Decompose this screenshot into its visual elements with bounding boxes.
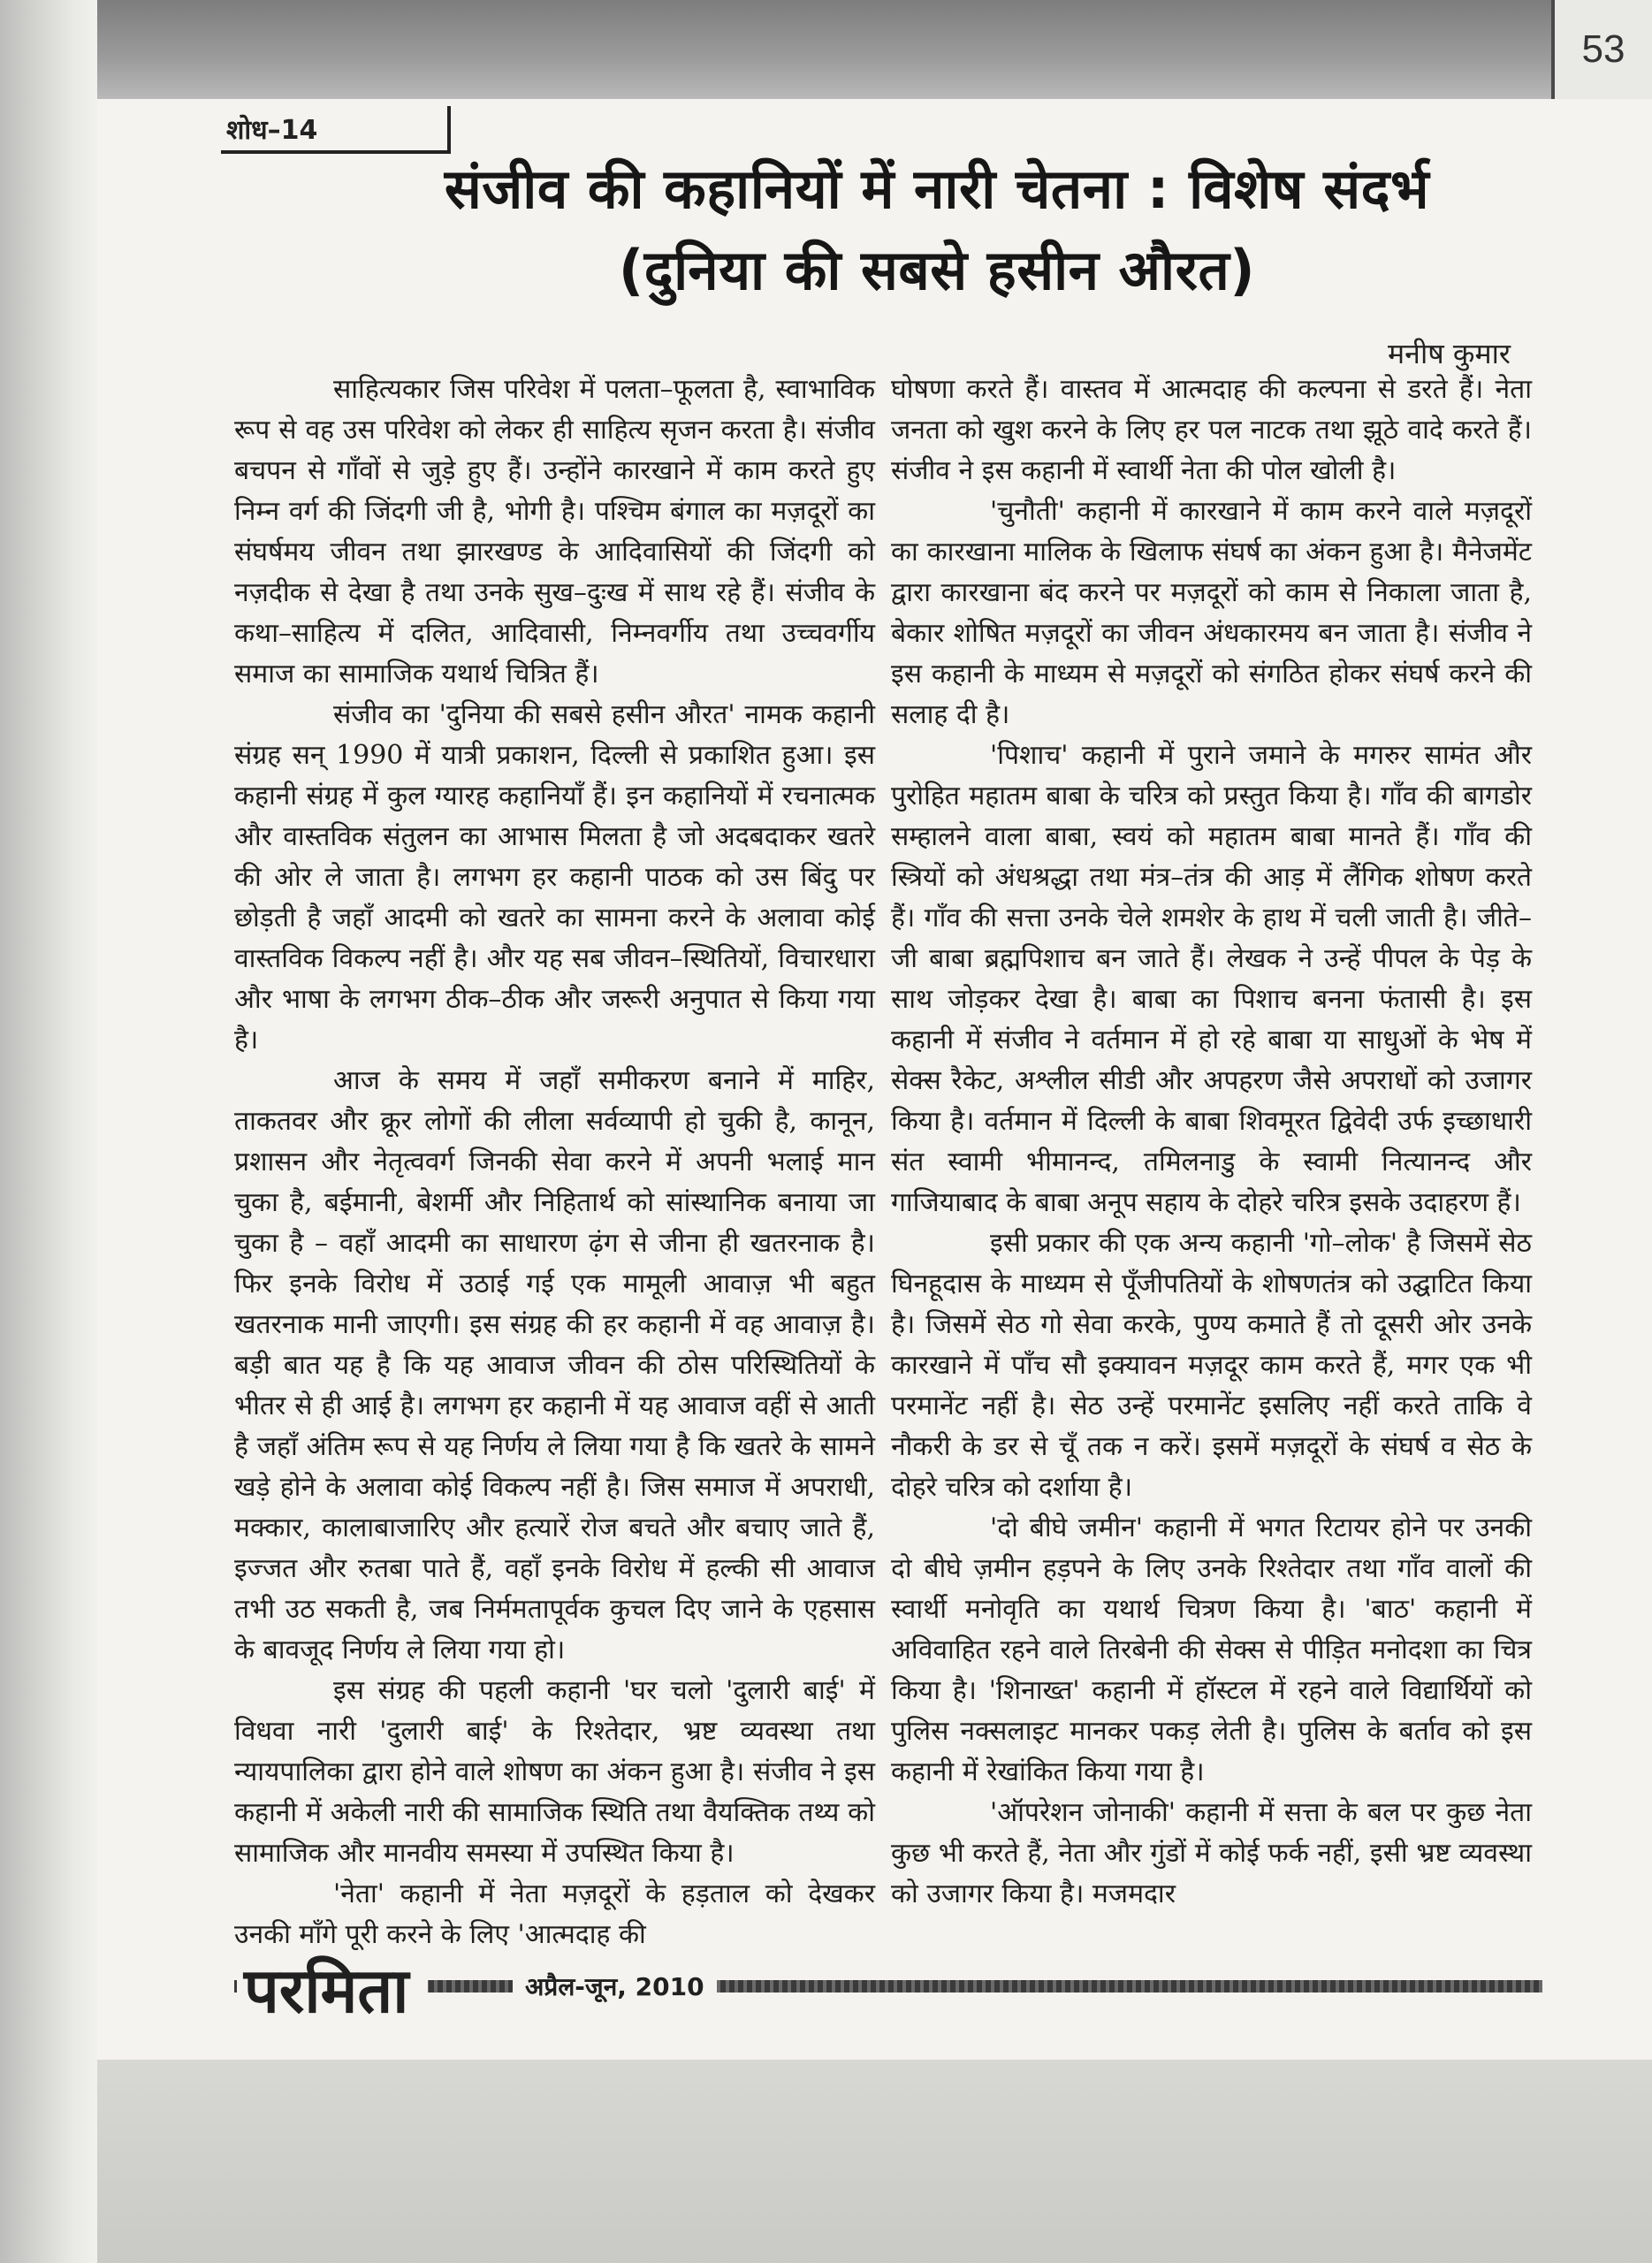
page-number: 53: [1581, 27, 1625, 71]
magazine-page: [97, 0, 1652, 2263]
scan-edge-shadow: [0, 0, 106, 2263]
section-tag: शोध–14: [221, 106, 451, 154]
paragraph: इस संग्रह की पहली कहानी 'घर चलो 'दुलारी बाई' में विधवा नारी 'दुलारी बाई' के रिश्तेदार, भ्रष्ट व्यवस्था तथा न्यायपालिका द्वारा होने वाले शोषण का अंकन हुआ है। संजीव ने इस कहानी में अकेली नारी की सामाजिक स्थिति तथा वैयक्तिक तथ्य को सामाजिक और मानवीय समस्या में उपस्थित किया है।: [234, 1675, 875, 1869]
paragraph: 'नेता' कहानी में नेता मज़दूरों के हड़ताल को देखकर उनकी माँगे पूरी करने के लिए 'आत्मदाह की: [234, 1878, 875, 1950]
paragraph-continued: घोषणा करते हैं। वास्तव में आत्मदाह की कल्पना से डरते हैं। नेता जनता को खुश करने के लिए हर पल नाटक तथा झूठे वादे करते हैं। संजीव ने इस कहानी में स्वार्थी नेता की पोल खोली है।: [891, 374, 1532, 486]
right-column: [891, 370, 1532, 1961]
paragraph: 'दो बीघे जमीन' कहानी में भगत रिटायर होने पर उनकी दो बीघे ज़मीन हड़पने के लिए उनके रिश्तेदार तथा गाँव वालों की स्वार्थी मनोवृति का यथार्थ चित्रण किया है। 'बाठ' कहानी में अविवाहित रहने वाले तिरबेनी की सेक्स से पीड़ित मनोदशा का चित्र किया है। 'शिनाख्त' कहानी में हॉस्टल में रहने वाले विद्यार्थियों को पुलिस नक्सलाइट मानकर पकड़ लेती है। पुलिस के बर्ताव को इस कहानी में रेखांकित किया गया है।: [891, 1512, 1532, 1787]
page-number-box: [1551, 0, 1652, 99]
paragraph: आज के समय में जहाँ समीकरण बनाने में माहिर, ताकतवर और क्रूर लोगों की लीला सर्वव्यापी हो चुकी है, कानून, प्रशासन और नेतृत्ववर्ग जिनकी सेवा करने में अपनी भलाई मान चुका है, बईमानी, बेशर्मी और निहितार्थ को सांस्थानिक बनाया जा चुका है – वहाँ आदमी का साधारण ढ़ंग से जीना ही खतरनाक है। फिर इनके विरोध में उठाई गई एक मामूली आवाज़ भी बहुत खतरनाक मानी जाएगी। इस संग्रह की हर कहानी में वह आवाज़ है। बड़ी बात यह है कि यह आवाज जीवन की ठोस परिस्थितियों के भीतर से ही आई है। लगभग हर कहानी में यह आवाज वहीं से आती है जहाँ अंतिम रूप से यह निर्णय ले लिया गया है कि खतरे के सामने खड़े होने के अलावा कोई विकल्प नहीं है। जिस समाज में अपराधी, मक्कार, कालाबाजारिए और हत्यारें रोज बचते और बचाए जाते हैं, इज्जत और रुतबा पाते हैं, वहाँ इनके विरोध में हल्की सी आवाज तभी उठ सकती है, जब निर्ममतापूर्वक कुचल दिए जाने के एहसास के बावजूद निर्णय ले लिया गया हो।: [234, 1065, 875, 1665]
paragraph: 'पिशाच' कहानी में पुराने जमाने के मगरुर सामंत और पुरोहित महातम बाबा के चरित्र को प्रस्तुत किया है। गाँव की बागडोर सम्हालने वाला बाबा, स्वयं को महातम बाबा मानते हैं। गाँव की स्त्रियों को अंधश्रद्धा तथा मंत्र–तंत्र की आड़ में लैंगिक शोषण करते हैं। गाँव की सत्ता उनके चेले शमशेर के हाथ में चली जाती है। जीते–जी बाबा ब्रह्मपिशाच बन जाते हैं। लेखक ने उन्हें पीपल के पेड़ के साथ जोड़कर देखा है। बाबा का पिशाच बनना फंतासी है। इस कहानी में संजीव ने वर्तमान में हो रहे बाबा या साधुओं के भेष में सेक्स रैकेट, अश्लील सीडी और अपहरण जैसे अपराधों को उजागर किया है। वर्तमान में दिल्ली के बाबा शिवमूरत द्विवेदी उर्फ इच्छाधारी संत स्वामी भीमानन्द, तमिलनाडु के स्वामी नित्यानन्द और गाजियाबाद के बाबा अनूप सहाय के दोहरे चरित्र इसके उदाहरण हैं।: [891, 740, 1532, 1218]
title-line-2: (दुनिया की सबसे हसीन औरत): [618, 238, 1256, 302]
title-line-1: संजीव की कहानियों में नारी चेतना : विशेष संदर्भ: [444, 156, 1430, 221]
paragraph: संजीव का 'दुनिया की सबसे हसीन औरत' नामक कहानी संग्रह सन् 1990 में यात्री प्रकाशन, दिल्ली से प्रकाशित हुआ। इस कहानी संग्रह में कुल ग्यारह कहानियाँ हैं। इन कहानियों में रचनात्मक और वास्तविक संतुलन का आभास मिलता है जो अदबदाकर खतरे की ओर ले जाता है। लगभग हर कहानी पाठक को उस बिंदु पर छोड़ती है जहाँ आदमी को खतरे का सामना करने के अलावा कोई वास्तविक विकल्प नहीं है। और यह सब जीवन–स्थितियों, विचारधारा और भाषा के लगभग ठीक–ठीक और जरूरी अनुपात से किया गया है।: [234, 699, 875, 1055]
paragraph: इसी प्रकार की एक अन्य कहानी 'गो–लोक' है जिसमें सेठ घिनहूदास के माध्यम से पूँजीपतियों के शोषणतंत्र को उद्घाटित किया है। जिसमें सेठ गो सेवा करके, पुण्य कमाते हैं तो दूसरी ओर उनके कारखाने में पाँच सौ इक्यावन मज़दूर काम करते हैं, मगर एक भी परमानेंट नहीं है। सेठ उन्हें परमानेंट इसलिए नहीं करते ताकि वे नौकरी के डर से चूँ तक न करें। इसमें मज़दूरों के संघर्ष व सेठ के दोहरे चरित्र को दर्शाया है।: [891, 1228, 1532, 1503]
paragraph: 'ऑपरेशन जोनाकी' कहानी में सत्ता के बल पर कुछ नेता कुछ भी करते हैं, नेता और गुंडों में कोई फर्क नहीं, इसी भ्रष्ट व्यवस्था को उजागर किया है। मजमदार: [891, 1797, 1532, 1909]
paragraph: साहित्यकार जिस परिवेश में पलता–फूलता है, स्वाभाविक रूप से वह उस परिवेश को लेकर ही साहित्य सृजन करता है। संजीव बचपन से गाँवों से जुड़े हुए हैं। उन्होंने कारखाने में काम करते हुए निम्न वर्ग की जिंदगी जी है, भोगी है। पश्चिम बंगाल का मज़दूरों का संघर्षमय जीवन तथा झारखण्ड के आदिवासियों की जिंदगी को नज़दीक से देखा है तथा उनके सुख–दुःख में साथ रहे हैं। संजीव के कथा–साहित्य में दलित, आदिवासी, निम्नवर्गीय तथा उच्चवर्गीय समाज का सामाजिक यथार्थ चित्रित हैं।: [234, 374, 875, 690]
footer-issue-date: अप्रैल-जून, 2010: [513, 1968, 717, 2007]
article-title: [327, 149, 1547, 311]
left-column: [234, 370, 875, 1961]
header-band: [97, 0, 1652, 99]
footer-magazine-name: परमिता: [237, 1955, 428, 2026]
paragraph: 'चुनौती' कहानी में कारखाने में काम करने वाले मज़दूरों का कारखाना मालिक के खिलाफ संघर्ष का अंकन हुआ है। मैनेजमेंट द्वारा कारखाना बंद करने पर मज़दूरों को काम से निकाला जाता है, बेकार शोषित मज़दूरों का जीवन अंधकारमय बन जाता है। संजीव ने इस कहानी के माध्यम से मज़दूरों को संगठित होकर संघर्ष करने की सलाह दी है।: [891, 496, 1532, 730]
author-name: मनीष कुमार: [1388, 337, 1511, 370]
scan-lower-margin: [97, 2060, 1652, 2263]
footer-rule: [234, 1980, 1542, 1993]
